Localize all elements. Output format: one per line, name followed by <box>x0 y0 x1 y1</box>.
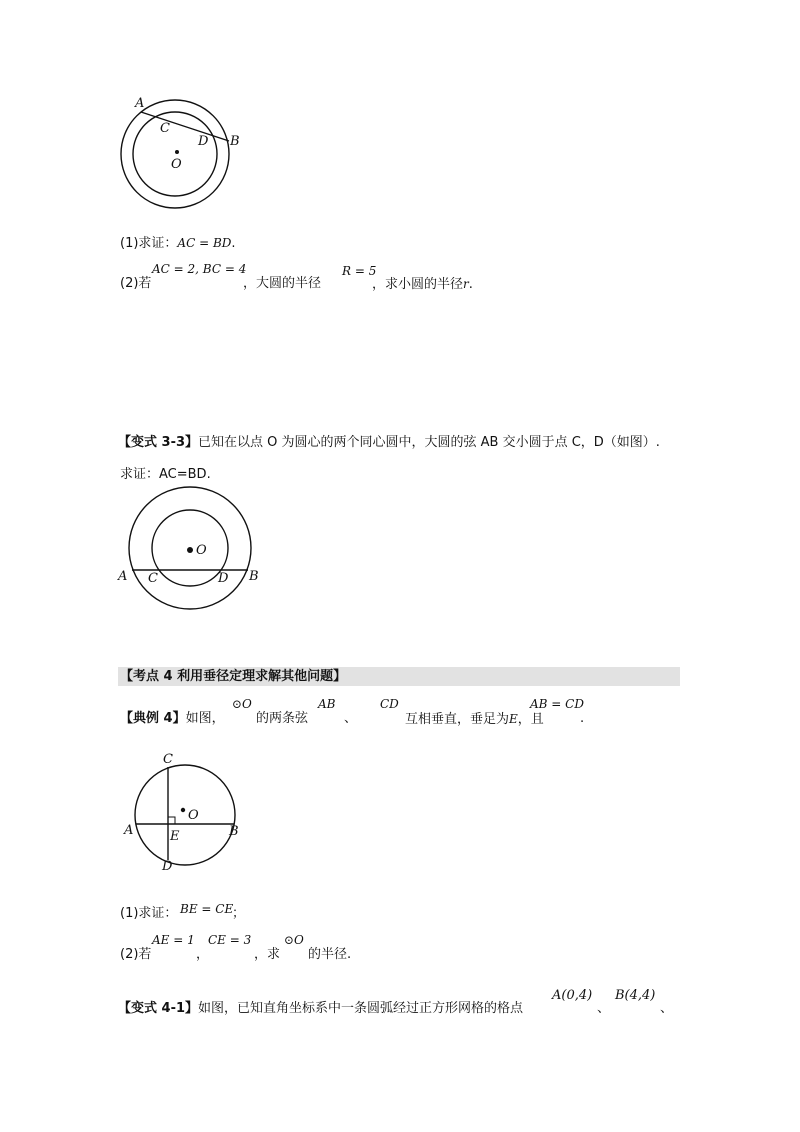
figure-concentric-circles-2 <box>112 486 272 620</box>
label-c: C <box>163 752 173 767</box>
center-point <box>175 150 179 154</box>
question-2-end: ，求小圆的半径r. <box>372 277 473 292</box>
variant-3-3-line2: 求证：AC=BD. <box>120 467 211 482</box>
label-b: B <box>230 134 240 149</box>
center-point <box>187 547 193 553</box>
label-d: D <box>162 859 173 874</box>
label-d: D <box>218 571 229 586</box>
section-title: 【考点 4 利用垂径定理求解其他问题】 <box>120 669 347 684</box>
example-4-text2: 的两条弦 <box>256 711 309 726</box>
math-ac-eq-bd: AC = BD <box>177 236 232 250</box>
label-a: A <box>135 96 145 111</box>
example-4-question-2-mid: ，求 <box>254 947 281 962</box>
math-ce-eq-3: CE = 3 <box>208 933 252 947</box>
circle-o <box>135 765 235 865</box>
question-2: (2)若 <box>120 276 152 291</box>
label-a: A <box>124 823 134 838</box>
label-b: B <box>249 569 259 584</box>
label-c: C <box>160 121 170 136</box>
variant-4-1-sep2: 、 <box>660 1001 674 1016</box>
label-a: A <box>118 569 128 584</box>
question-1: (1)求证：AC = BD. <box>120 236 236 251</box>
label-o: O <box>188 808 199 823</box>
variant-3-3: 【变式 3-3】已知在以点 O 为圆心的两个同心圆中，大圆的弦 AB 交小圆于点 C，D（如图）. <box>118 435 660 450</box>
math-circle-o-2: ⊙O <box>284 933 304 947</box>
question-2-mid: ，大圆的半径 <box>243 276 322 291</box>
center-point <box>181 808 185 812</box>
math-ab-eq-cd: AB = CD <box>530 697 584 711</box>
figure-concentric-circles-1 <box>110 92 250 212</box>
example-4-tag: 【典例 4】如图， <box>120 711 225 726</box>
math-point-a: A(0,4) <box>552 988 593 1003</box>
math-point-b: B(4,4) <box>615 988 656 1003</box>
section-header-4 <box>118 667 680 686</box>
math-ae-eq-1: AE = 1 <box>152 933 195 947</box>
math-ab: AB <box>318 697 336 711</box>
math-circle-o: ⊙O <box>232 697 252 711</box>
example-4-end: . <box>580 711 585 726</box>
math-ac-bc-values: AC = 2, BC = 4 <box>152 262 247 276</box>
variant-4-1-sep1: 、 <box>597 1001 611 1016</box>
figure-perpendicular-chords <box>122 747 252 875</box>
chord-ab <box>141 112 229 141</box>
label-b: B <box>229 824 239 839</box>
example-4-question-1: (1)求证： <box>120 906 178 921</box>
example-4-text4: 互相垂直，垂足为E，且 <box>405 712 544 727</box>
math-be-eq-ce: BE = CE <box>180 902 234 916</box>
label-e: E <box>170 829 180 844</box>
right-angle-mark <box>168 817 175 824</box>
inner-circle <box>133 112 217 196</box>
label-d: D <box>198 134 209 149</box>
label-c: C <box>148 571 158 586</box>
example-4-question-2: (2)若 <box>120 947 152 962</box>
variant-4-1: 【变式 4-1】如图，已知直角坐标系中一条圆弧经过正方形网格的格点 <box>118 1001 524 1016</box>
label-o: O <box>171 157 182 172</box>
example-4-question-2-sep: ， <box>196 947 210 962</box>
example-4-question-1-end: ； <box>232 906 246 921</box>
example-4-text3: 、 <box>344 711 358 726</box>
outer-circle <box>121 100 229 208</box>
math-cd: CD <box>380 697 399 711</box>
example-4-question-2-end: 的半径. <box>308 947 352 962</box>
label-o: O <box>196 543 207 558</box>
math-r-eq-5: R = 5 <box>342 264 377 278</box>
